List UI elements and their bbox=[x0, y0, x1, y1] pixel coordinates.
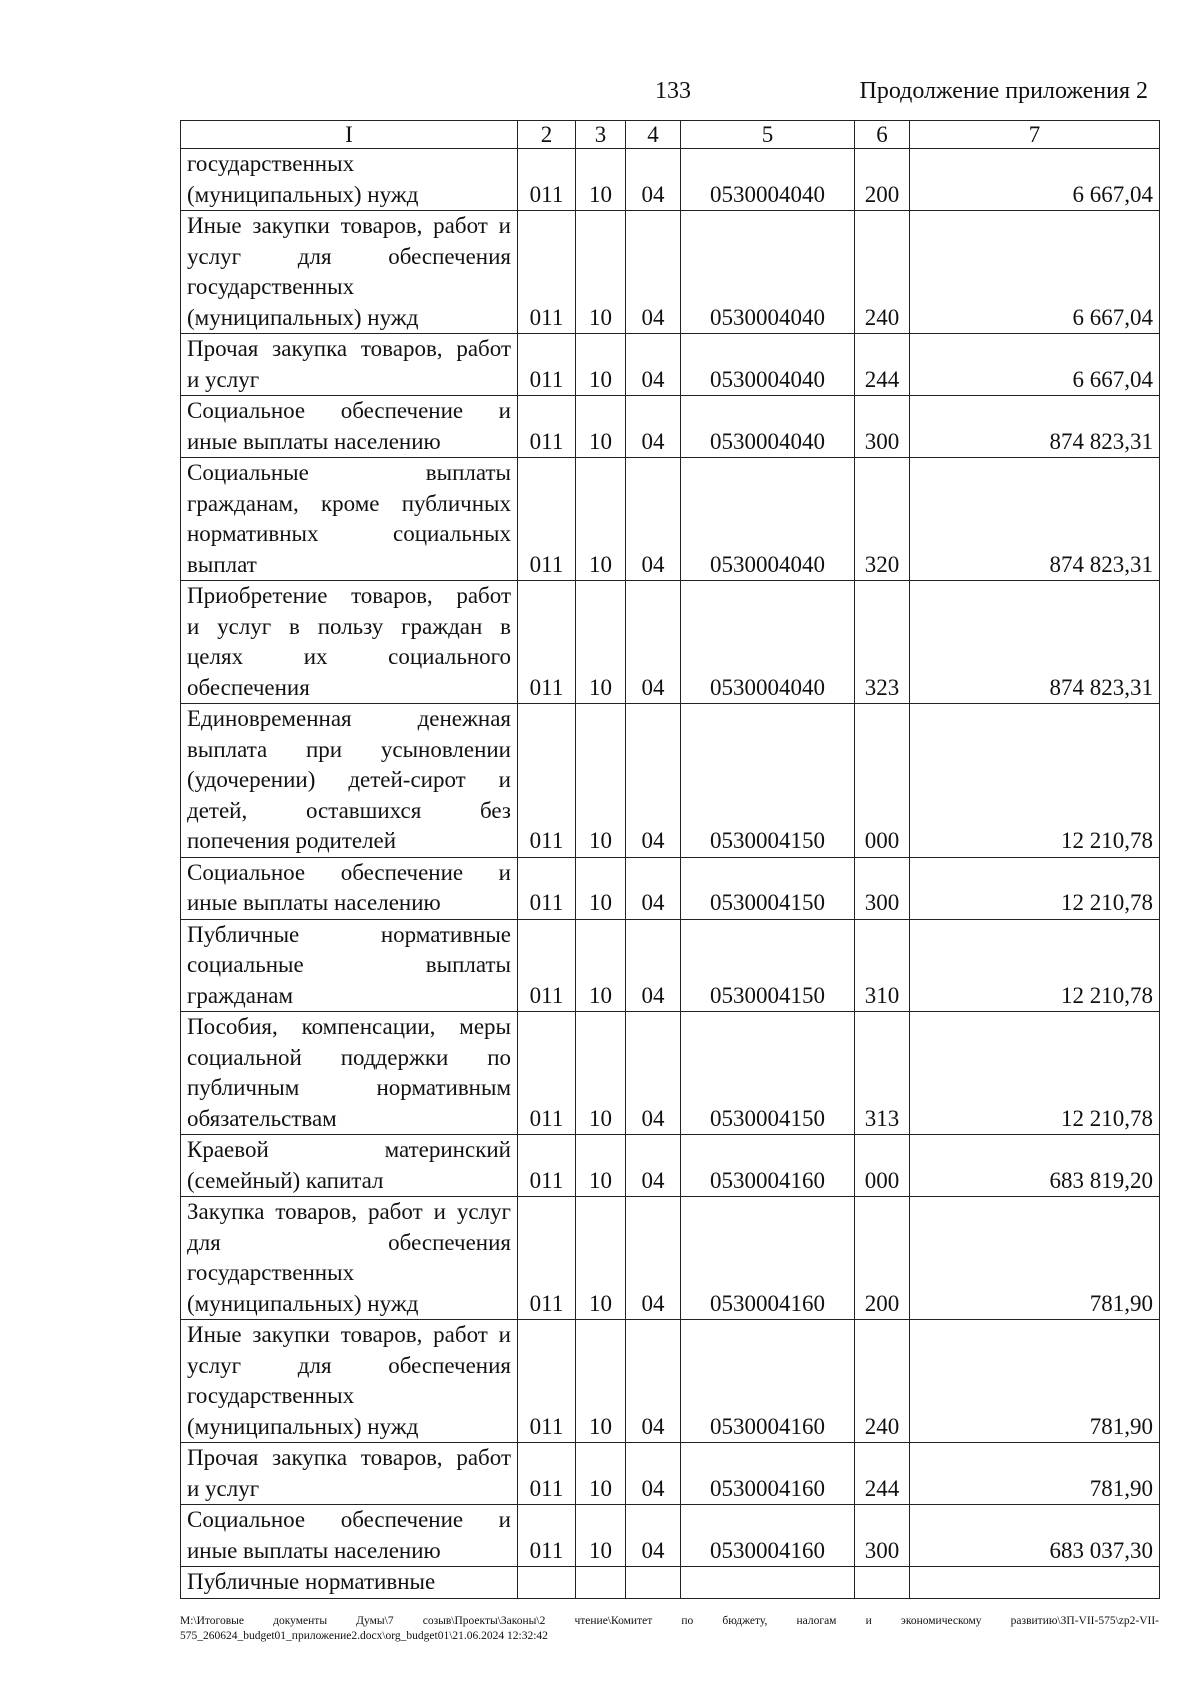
expense-type-cell: 240 bbox=[855, 1320, 910, 1443]
expense-name-line: целях их социального bbox=[187, 644, 511, 669]
amount-cell: 12 210,78 bbox=[910, 919, 1160, 1012]
expense-name-line: выплат bbox=[187, 551, 257, 577]
table-header-row bbox=[181, 121, 1160, 149]
expense-name-cell bbox=[181, 1197, 518, 1320]
expense-type-cell: 200 bbox=[855, 149, 910, 211]
target-article-cell: 0530004040 bbox=[681, 581, 855, 704]
target-article-cell: 0530004160 bbox=[681, 1197, 855, 1320]
table-row bbox=[181, 1567, 1160, 1599]
expense-name-line: (муниципальных) нужд bbox=[187, 304, 419, 330]
expense-type-cell: 000 bbox=[855, 1135, 910, 1197]
expense-name-cell bbox=[181, 149, 518, 211]
expense-name-line: Прочая закупка товаров, работ bbox=[187, 336, 511, 361]
section-code-cell: 10 bbox=[576, 458, 626, 581]
expense-name-line: иные выплаты населению bbox=[187, 1537, 441, 1563]
table-row bbox=[181, 919, 1160, 1012]
ministry-code-cell: 011 bbox=[518, 334, 576, 396]
expense-name-cell bbox=[181, 211, 518, 334]
section-code-cell: 10 bbox=[576, 1320, 626, 1443]
ministry-code-cell: 011 bbox=[518, 1135, 576, 1197]
expense-name-line: Прочая закупка товаров, работ bbox=[187, 1445, 511, 1470]
section-code-cell: 10 bbox=[576, 1012, 626, 1135]
expense-name-cell bbox=[181, 581, 518, 704]
table-row bbox=[181, 581, 1160, 704]
expense-name-cell bbox=[181, 919, 518, 1012]
amount-cell bbox=[910, 1567, 1160, 1599]
table-row bbox=[181, 1443, 1160, 1505]
target-article-cell bbox=[681, 1567, 855, 1599]
expense-name-line: (муниципальных) нужд bbox=[187, 1290, 419, 1316]
amount-cell: 6 667,04 bbox=[910, 334, 1160, 396]
subsection-code-cell: 04 bbox=[626, 396, 681, 458]
target-article-cell: 0530004150 bbox=[681, 704, 855, 858]
amount-cell: 874 823,31 bbox=[910, 458, 1160, 581]
expense-type-cell: 300 bbox=[855, 396, 910, 458]
expense-type-cell: 313 bbox=[855, 1012, 910, 1135]
expense-name-cell bbox=[181, 1012, 518, 1135]
expense-name-line: иные выплаты населению bbox=[187, 428, 441, 454]
expense-name-line: попечения родителей bbox=[187, 828, 397, 853]
expense-name-line: выплата при усыновлении bbox=[187, 736, 511, 762]
subsection-code-cell bbox=[626, 1567, 681, 1599]
expense-type-cell: 300 bbox=[855, 1505, 910, 1567]
expense-name-line: Социальное обеспечение и bbox=[187, 1507, 511, 1532]
expense-type-cell: 244 bbox=[855, 1443, 910, 1505]
expense-name-line: государственных bbox=[187, 1260, 355, 1285]
table-row bbox=[181, 1197, 1160, 1320]
amount-cell: 12 210,78 bbox=[910, 857, 1160, 919]
subsection-code-cell: 04 bbox=[626, 149, 681, 211]
ministry-code-cell: 011 bbox=[518, 919, 576, 1012]
expense-name-line: и услуг bbox=[187, 1475, 260, 1501]
header-cell: 7 bbox=[910, 121, 1160, 149]
header-cell: 2 bbox=[518, 121, 576, 149]
ministry-code-cell: 011 bbox=[518, 1012, 576, 1135]
expense-type-cell: 323 bbox=[855, 581, 910, 704]
expense-name-cell bbox=[181, 704, 518, 858]
target-article-cell: 0530004160 bbox=[681, 1135, 855, 1197]
expense-name-line: нормативных социальных bbox=[187, 521, 511, 546]
header-cell: 3 bbox=[576, 121, 626, 149]
amount-cell: 6 667,04 bbox=[910, 149, 1160, 211]
expense-name-cell bbox=[181, 396, 518, 458]
budget-table bbox=[180, 120, 1160, 1599]
table-row bbox=[181, 1320, 1160, 1443]
target-article-cell: 0530004160 bbox=[681, 1320, 855, 1443]
expense-name-line: социальной поддержки по bbox=[187, 1044, 511, 1070]
expense-name-line: государственных bbox=[187, 151, 355, 176]
amount-cell: 12 210,78 bbox=[910, 704, 1160, 858]
header-cell: 4 bbox=[626, 121, 681, 149]
expense-name-line: Социальные выплаты bbox=[187, 460, 511, 485]
target-article-cell: 0530004040 bbox=[681, 211, 855, 334]
amount-cell: 683 037,30 bbox=[910, 1505, 1160, 1567]
expense-type-cell: 200 bbox=[855, 1197, 910, 1320]
expense-type-cell: 240 bbox=[855, 211, 910, 334]
expense-name-line: гражданам, кроме публичных bbox=[187, 490, 511, 516]
expense-name-line: для обеспечения bbox=[187, 1229, 511, 1255]
subsection-code-cell: 04 bbox=[626, 919, 681, 1012]
expense-name-line: (удочерении) детей-сирот и bbox=[187, 767, 511, 792]
expense-name-line: обязательствам bbox=[187, 1105, 337, 1131]
amount-cell: 12 210,78 bbox=[910, 1012, 1160, 1135]
target-article-cell: 0530004040 bbox=[681, 396, 855, 458]
expense-name-line: Пособия, компенсации, меры bbox=[187, 1014, 511, 1039]
expense-name-line: Социальное обеспечение и bbox=[187, 859, 511, 885]
expense-name-cell bbox=[181, 1505, 518, 1567]
target-article-cell: 0530004160 bbox=[681, 1443, 855, 1505]
expense-name-line: Иные закупки товаров, работ и bbox=[187, 1322, 511, 1347]
table-body bbox=[181, 149, 1160, 1599]
amount-cell: 781,90 bbox=[910, 1197, 1160, 1320]
target-article-cell: 0530004150 bbox=[681, 1012, 855, 1135]
expense-name-line: социальные выплаты bbox=[187, 952, 511, 977]
expense-name-line: публичным нормативным bbox=[187, 1075, 511, 1100]
subsection-code-cell: 04 bbox=[626, 704, 681, 858]
expense-type-cell: 244 bbox=[855, 334, 910, 396]
table-row bbox=[181, 1505, 1160, 1567]
ministry-code-cell: 011 bbox=[518, 396, 576, 458]
expense-type-cell: 310 bbox=[855, 919, 910, 1012]
ministry-code-cell: 011 bbox=[518, 211, 576, 334]
expense-name-cell bbox=[181, 458, 518, 581]
section-code-cell: 10 bbox=[576, 581, 626, 704]
header-cell: I bbox=[181, 121, 518, 149]
expense-name-line: гражданам bbox=[187, 982, 294, 1008]
table-row bbox=[181, 149, 1160, 211]
subsection-code-cell: 04 bbox=[626, 334, 681, 396]
subsection-code-cell: 04 bbox=[626, 1505, 681, 1567]
subsection-code-cell: 04 bbox=[626, 1443, 681, 1505]
expense-name-cell bbox=[181, 1567, 518, 1599]
expense-name-line: Социальное обеспечение и bbox=[187, 398, 511, 423]
file-path-footer: M:\Итоговые документы Думы\7 созыв\Проекты\Законы\2 чтение\Комитет по бюджету, налогам и экономическому развитию\ЗП-VII-575\zp2-VII-575_260624_budget01_приложение2.docx\org_budget01\21.06.2024 12:32:42 bbox=[180, 1615, 1159, 1642]
header-cell: 6 bbox=[855, 121, 910, 149]
ministry-code-cell: 011 bbox=[518, 1505, 576, 1567]
subsection-code-cell: 04 bbox=[626, 1197, 681, 1320]
expense-type-cell: 300 bbox=[855, 857, 910, 919]
expense-name-line: и услуг bbox=[187, 366, 260, 392]
expense-name-cell bbox=[181, 1135, 518, 1197]
table-row bbox=[181, 211, 1160, 334]
expense-name-line: Публичные нормативные bbox=[187, 921, 511, 947]
expense-name-line: Публичные нормативные bbox=[187, 1569, 436, 1594]
expense-name-line: (муниципальных) нужд bbox=[187, 181, 419, 207]
expense-name-line: Иные закупки товаров, работ и bbox=[187, 213, 511, 238]
section-code-cell: 10 bbox=[576, 919, 626, 1012]
section-code-cell: 10 bbox=[576, 149, 626, 211]
expense-name-line: (семейный) капитал bbox=[187, 1167, 384, 1193]
section-code-cell: 10 bbox=[576, 334, 626, 396]
subsection-code-cell: 04 bbox=[626, 1012, 681, 1135]
section-code-cell: 10 bbox=[576, 1135, 626, 1197]
ministry-code-cell: 011 bbox=[518, 857, 576, 919]
section-code-cell: 10 bbox=[576, 704, 626, 858]
expense-name-line: обеспечения bbox=[187, 674, 310, 700]
header-cell: 5 bbox=[681, 121, 855, 149]
subsection-code-cell: 04 bbox=[626, 857, 681, 919]
amount-cell: 6 667,04 bbox=[910, 211, 1160, 334]
section-code-cell: 10 bbox=[576, 1443, 626, 1505]
subsection-code-cell: 04 bbox=[626, 581, 681, 704]
target-article-cell: 0530004040 bbox=[681, 458, 855, 581]
target-article-cell: 0530004040 bbox=[681, 334, 855, 396]
section-code-cell: 10 bbox=[576, 1197, 626, 1320]
expense-name-line: (муниципальных) нужд bbox=[187, 1413, 419, 1439]
expense-type-cell bbox=[855, 1567, 910, 1599]
expense-name-line: услуг для обеспечения bbox=[187, 243, 511, 269]
expense-type-cell: 000 bbox=[855, 704, 910, 858]
appendix-continuation-label: Продолжение приложения 2 bbox=[859, 78, 1148, 104]
ministry-code-cell bbox=[518, 1567, 576, 1599]
expense-name-line: детей, оставшихся без bbox=[187, 797, 511, 823]
section-code-cell: 10 bbox=[576, 857, 626, 919]
subsection-code-cell: 04 bbox=[626, 1135, 681, 1197]
subsection-code-cell: 04 bbox=[626, 211, 681, 334]
ministry-code-cell: 011 bbox=[518, 458, 576, 581]
amount-cell: 874 823,31 bbox=[910, 581, 1160, 704]
table-row bbox=[181, 458, 1160, 581]
expense-name-line: Краевой материнский bbox=[187, 1137, 511, 1162]
subsection-code-cell: 04 bbox=[626, 458, 681, 581]
amount-cell: 874 823,31 bbox=[910, 396, 1160, 458]
section-code-cell: 10 bbox=[576, 211, 626, 334]
target-article-cell: 0530004040 bbox=[681, 149, 855, 211]
table-row bbox=[181, 1012, 1160, 1135]
ministry-code-cell: 011 bbox=[518, 581, 576, 704]
table-row bbox=[181, 396, 1160, 458]
expense-name-line: Приобретение товаров, работ bbox=[187, 583, 511, 608]
expense-name-line: Закупка товаров, работ и услуг bbox=[187, 1199, 511, 1224]
ministry-code-cell: 011 bbox=[518, 1320, 576, 1443]
page-number: 133 bbox=[655, 78, 691, 104]
table-row bbox=[181, 334, 1160, 396]
expense-name-line: иные выплаты населению bbox=[187, 890, 441, 915]
table-row bbox=[181, 1135, 1160, 1197]
expense-name-line: и услуг в пользу граждан в bbox=[187, 613, 511, 639]
expense-name-line: государственных bbox=[187, 1383, 355, 1408]
expense-name-cell bbox=[181, 857, 518, 919]
expense-name-cell bbox=[181, 334, 518, 396]
expense-name-line: услуг для обеспечения bbox=[187, 1352, 511, 1378]
expense-name-cell bbox=[181, 1443, 518, 1505]
amount-cell: 781,90 bbox=[910, 1443, 1160, 1505]
ministry-code-cell: 011 bbox=[518, 1443, 576, 1505]
section-code-cell: 10 bbox=[576, 1505, 626, 1567]
amount-cell: 781,90 bbox=[910, 1320, 1160, 1443]
section-code-cell: 10 bbox=[576, 396, 626, 458]
expense-name-line: Единовременная денежная bbox=[187, 706, 511, 731]
target-article-cell: 0530004150 bbox=[681, 919, 855, 1012]
expense-name-cell bbox=[181, 1320, 518, 1443]
target-article-cell: 0530004150 bbox=[681, 857, 855, 919]
table-row bbox=[181, 704, 1160, 858]
subsection-code-cell: 04 bbox=[626, 1320, 681, 1443]
ministry-code-cell: 011 bbox=[518, 704, 576, 858]
ministry-code-cell: 011 bbox=[518, 1197, 576, 1320]
table-row bbox=[181, 857, 1160, 919]
expense-type-cell: 320 bbox=[855, 458, 910, 581]
section-code-cell bbox=[576, 1567, 626, 1599]
amount-cell: 683 819,20 bbox=[910, 1135, 1160, 1197]
expense-name-line: государственных bbox=[187, 274, 355, 299]
ministry-code-cell: 011 bbox=[518, 149, 576, 211]
target-article-cell: 0530004160 bbox=[681, 1505, 855, 1567]
